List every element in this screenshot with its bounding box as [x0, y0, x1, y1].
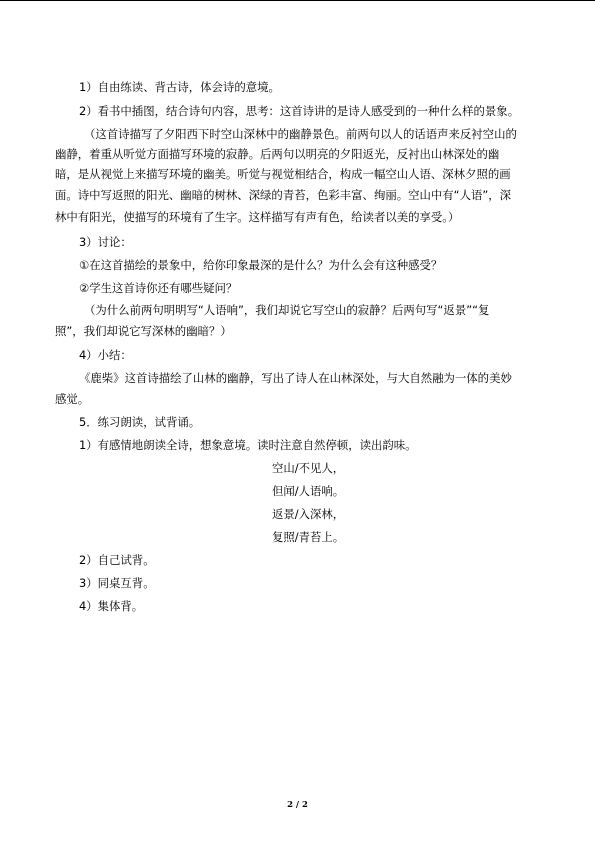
recite-step-4: 4）集体背。	[79, 599, 144, 613]
explanation-line-1: （这首诗描写了夕阳西下时空山深林中的幽静景色。前两句以人的话语声来反衬空山的	[84, 127, 517, 141]
poem-line-4: 复照/青苔上。	[272, 530, 345, 544]
recite-step-3: 3）同桌互背。	[79, 576, 155, 590]
discussion-answer-line-1: （为什么前两句明明写“人语响”，我们却说它写空山的寂静？后两句写“返景”“复	[84, 303, 490, 317]
recite-step-1: 1）有感情地朗读全诗，想象意境。读时注意自然停顿，读出韵味。	[79, 438, 417, 452]
step-3-discussion: 3）讨论：	[79, 235, 132, 249]
step-4-summary: 4）小结：	[79, 348, 132, 362]
explanation-line-5: 林中有阳光，使描写的环境有了生字。这样描写有声有色，给读者以美的享受。）	[55, 210, 460, 224]
summary-line-2: 感觉。	[55, 392, 90, 406]
header-rule	[0, 0, 595, 1]
recite-step-2: 2）自己试背。	[79, 553, 155, 567]
poem-line-2: 但闻/人语响。	[272, 484, 345, 498]
section-5-recite: 5．练习朗读，试背诵。	[79, 415, 201, 429]
step-1-read: 1）自由练读、背古诗，体会诗的意境。	[79, 80, 280, 94]
poem-line-1: 空山/不见人，	[272, 461, 345, 475]
explanation-line-4: 面。诗中写返照的阳光、幽暗的树林、深绿的青苔，色彩丰富、绚丽。空山中有“人语”，深	[55, 188, 512, 202]
poem-line-3: 返景/入深林，	[272, 507, 345, 521]
step-2-observe-illustration: 2）看书中插图，结合诗句内容，思考：这首诗讲的是诗人感受到的一种什么样的景象。	[79, 104, 520, 118]
explanation-line-2: 幽静，着重从听觉方面描写环境的寂静。后两句以明亮的夕阳返光，反衬出山林深处的幽	[55, 147, 500, 161]
discussion-question-2: ②学生这首诗你还有哪些疑问？	[79, 281, 238, 295]
summary-line-1: 《鹿柴》这首诗描绘了山林的幽静，写出了诗人在山林深处，与大自然融为一体的美妙	[79, 371, 512, 385]
explanation-line-3: 暗，是从视觉上来描写环境的幽美。听觉与视觉相结合，构成一幅空山人语、深林夕照的画	[55, 167, 511, 181]
discussion-question-1: ①在这首描绘的景象中，给你印象最深的是什么？为什么会有这种感受？	[79, 258, 443, 272]
discussion-answer-line-2: 照”，我们却说它写深林的幽暗？）	[55, 324, 232, 338]
page-number: 2 / 2	[287, 800, 308, 810]
